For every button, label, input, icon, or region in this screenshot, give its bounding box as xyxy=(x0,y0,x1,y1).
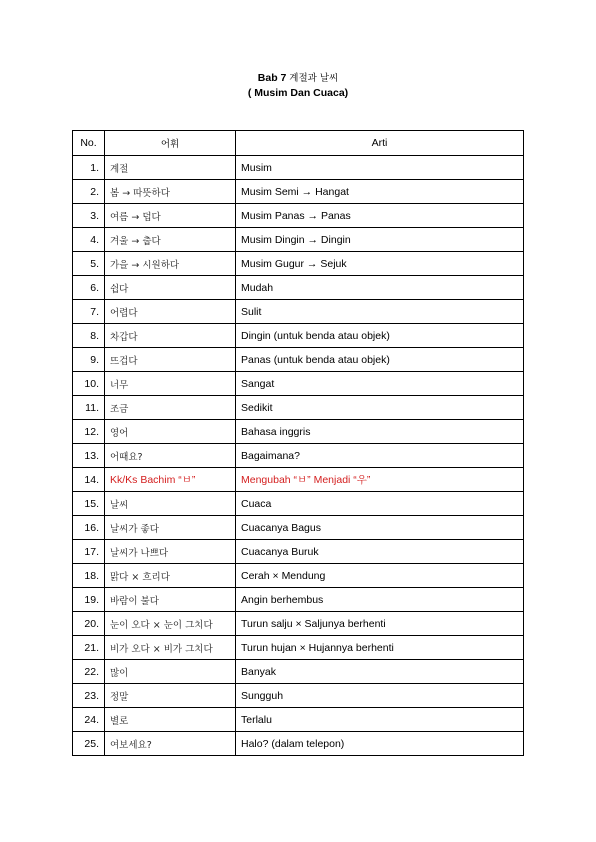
row-korean-word: 너무 xyxy=(105,372,236,396)
row-korean-word: 여름 → 덥다 xyxy=(105,204,236,228)
row-number: 23. xyxy=(73,684,105,708)
row-meaning: Cerah × Mendung xyxy=(236,564,524,588)
row-number: 1. xyxy=(73,156,105,180)
chapter-label: Bab 7 xyxy=(257,72,287,84)
row-number: 13. xyxy=(73,444,105,468)
table-row xyxy=(73,684,524,708)
row-korean-word: 조금 xyxy=(105,396,236,420)
row-korean-word: 날씨 xyxy=(105,492,236,516)
row-number: 19. xyxy=(73,588,105,612)
table-row xyxy=(73,276,524,300)
row-number: 14. xyxy=(73,468,105,492)
table-row xyxy=(73,300,524,324)
row-meaning: Bahasa inggris xyxy=(236,420,524,444)
row-korean-word: 비가 오다 × 비가 그치다 xyxy=(105,636,236,660)
table-header-row xyxy=(73,131,524,156)
table-row xyxy=(73,540,524,564)
row-meaning: Musim Panas → Panas xyxy=(236,204,524,228)
chapter-subtitle: ( Musim Dan Cuaca) xyxy=(247,87,349,99)
row-korean-word: 눈이 오다 × 눈이 그치다 xyxy=(105,612,236,636)
row-meaning: Sulit xyxy=(236,300,524,324)
row-number: 15. xyxy=(73,492,105,516)
table-row xyxy=(73,708,524,732)
row-korean-word: 어때요? xyxy=(105,444,236,468)
row-meaning: Musim Gugur → Sejuk xyxy=(236,252,524,276)
table-row xyxy=(73,612,524,636)
table-row xyxy=(73,396,524,420)
row-meaning: Terlalu xyxy=(236,708,524,732)
row-number: 6. xyxy=(73,276,105,300)
table-row xyxy=(73,516,524,540)
table-row xyxy=(73,372,524,396)
header-meaning: Arti xyxy=(236,131,524,156)
row-korean-word: 많이 xyxy=(105,660,236,684)
table-row xyxy=(73,732,524,756)
row-korean-word: 날씨가 나쁘다 xyxy=(105,540,236,564)
row-meaning: Panas (untuk benda atau objek) xyxy=(236,348,524,372)
row-meaning: Banyak xyxy=(236,660,524,684)
row-meaning: Cuacanya Buruk xyxy=(236,540,524,564)
table-row xyxy=(73,228,524,252)
row-number: 2. xyxy=(73,180,105,204)
row-number: 4. xyxy=(73,228,105,252)
row-number: 3. xyxy=(73,204,105,228)
row-korean-word: 겨울 → 춥다 xyxy=(105,228,236,252)
row-meaning: Mengubah “ㅂ” Menjadi “우” xyxy=(236,468,524,492)
row-korean-word: 영어 xyxy=(105,420,236,444)
row-korean-word: 뜨겁다 xyxy=(105,348,236,372)
table-row xyxy=(73,180,524,204)
row-number: 20. xyxy=(73,612,105,636)
table-body xyxy=(73,156,524,756)
table-row xyxy=(73,420,524,444)
table-row xyxy=(73,204,524,228)
row-meaning: Turun hujan × Hujannya berhenti xyxy=(236,636,524,660)
row-number: 18. xyxy=(73,564,105,588)
row-meaning: Cuacanya Bagus xyxy=(236,516,524,540)
row-meaning: Musim Semi → Hangat xyxy=(236,180,524,204)
row-korean-word: 별로 xyxy=(105,708,236,732)
row-korean-word: 바람이 불다 xyxy=(105,588,236,612)
row-number: 9. xyxy=(73,348,105,372)
table-row xyxy=(73,660,524,684)
title-line xyxy=(0,71,596,86)
table-row xyxy=(73,468,524,492)
row-korean-word: Kk/Ks Bachim “ㅂ” xyxy=(105,468,236,492)
vocabulary-table xyxy=(72,130,524,756)
row-number: 11. xyxy=(73,396,105,420)
table-row xyxy=(73,492,524,516)
chapter-korean-title: 계절과 날씨 xyxy=(289,73,339,84)
row-number: 24. xyxy=(73,708,105,732)
table-row xyxy=(73,564,524,588)
table-row xyxy=(73,636,524,660)
row-meaning: Musim Dingin → Dingin xyxy=(236,228,524,252)
row-number: 22. xyxy=(73,660,105,684)
row-korean-word: 차갑다 xyxy=(105,324,236,348)
row-korean-word: 계절 xyxy=(105,156,236,180)
table-row xyxy=(73,444,524,468)
table-row xyxy=(73,252,524,276)
table-row xyxy=(73,348,524,372)
row-korean-word: 가을 → 시원하다 xyxy=(105,252,236,276)
table-row xyxy=(73,588,524,612)
row-number: 12. xyxy=(73,420,105,444)
row-number: 21. xyxy=(73,636,105,660)
row-number: 10. xyxy=(73,372,105,396)
row-meaning: Halo? (dalam telepon) xyxy=(236,732,524,756)
row-meaning: Turun salju × Saljunya berhenti xyxy=(236,612,524,636)
row-meaning: Bagaimana? xyxy=(236,444,524,468)
row-number: 7. xyxy=(73,300,105,324)
row-number: 5. xyxy=(73,252,105,276)
header-vocabulary: 어휘 xyxy=(105,131,236,156)
row-korean-word: 어렵다 xyxy=(105,300,236,324)
row-korean-word: 맑다 × 흐리다 xyxy=(105,564,236,588)
row-number: 16. xyxy=(73,516,105,540)
table-row xyxy=(73,324,524,348)
row-meaning: Sungguh xyxy=(236,684,524,708)
row-korean-word: 여보세요? xyxy=(105,732,236,756)
row-meaning: Dingin (untuk benda atau objek) xyxy=(236,324,524,348)
row-number: 8. xyxy=(73,324,105,348)
row-korean-word: 날씨가 좋다 xyxy=(105,516,236,540)
row-meaning: Musim xyxy=(236,156,524,180)
row-number: 17. xyxy=(73,540,105,564)
table-row xyxy=(73,156,524,180)
row-number: 25. xyxy=(73,732,105,756)
row-meaning: Mudah xyxy=(236,276,524,300)
row-meaning: Angin berhembus xyxy=(236,588,524,612)
row-meaning: Sedikit xyxy=(236,396,524,420)
row-korean-word: 봄 → 따뜻하다 xyxy=(105,180,236,204)
row-meaning: Sangat xyxy=(236,372,524,396)
row-korean-word: 정말 xyxy=(105,684,236,708)
document-title xyxy=(0,71,596,101)
header-no: No. xyxy=(73,131,105,156)
row-meaning: Cuaca xyxy=(236,492,524,516)
row-korean-word: 쉽다 xyxy=(105,276,236,300)
